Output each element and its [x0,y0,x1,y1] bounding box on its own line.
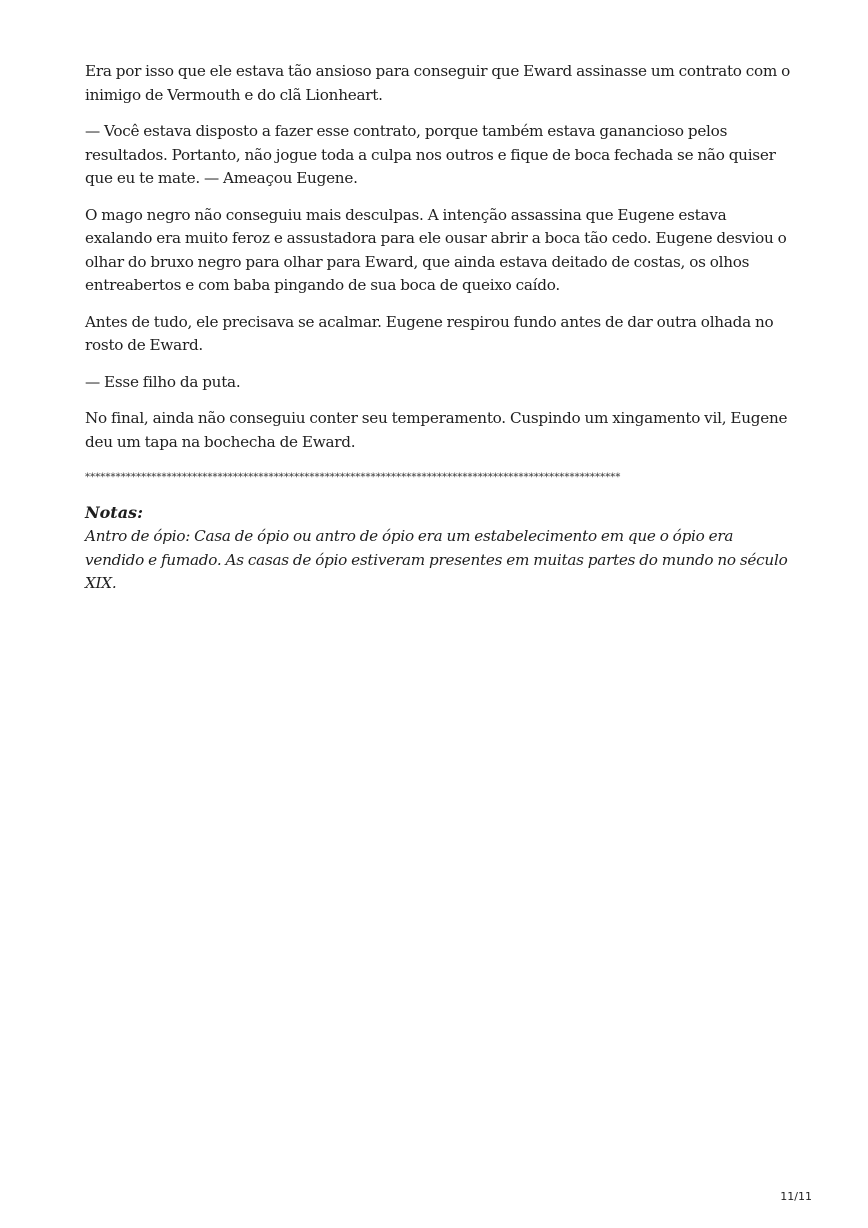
page-content [85,60,791,596]
notes-body: Antro de ópio: Casa de ópio ou antro de ópio era um estabelecimento em que o ópio era vendido e fumado. As casas de ópio estiveram presentes em muitas partes do mundo no século XIX. [85,527,788,592]
section-separator: ********************************************************************************************************* [85,472,621,483]
paragraph-2: — Você estava disposto a fazer esse contrato, porque também estava ganancioso pelos resultados. Portanto, não jogue toda a culpa nos outros e fique de boca fechada se não quiser que eu te mate. — Ameaçou Eugene. [85,122,776,187]
page-number: 11/11 [780,1190,812,1203]
notes-title: Notas: [85,503,143,522]
paragraph-5: — Esse filho da puta. [85,372,241,391]
paragraph-4: Antes de tudo, ele precisava se acalmar. Eugene respirou fundo antes de dar outra olhada no rosto de Eward. [85,312,774,354]
paragraph-1: Era por isso que ele estava tão ansioso para conseguir que Eward assinasse um contrato com o inimigo de Vermouth e do clã Lionheart. [85,62,791,104]
paragraph-3: O mago negro não conseguiu mais desculpas. A intenção assassina que Eugene estava exalando era muito feroz e assustadora para ele ousar abrir a boca tão cedo. Eugene desviou o olhar do bruxo negro para olhar para Eward, que ainda estava deitado de costas, os olhos entreabertos e com baba pingando de sua boca de queixo caído. [85,205,787,294]
paragraph-6: No final, ainda não conseguiu conter seu temperamento. Cuspindo um xingamento vil, Eugene deu um tapa na bochecha de Eward. [85,409,788,451]
